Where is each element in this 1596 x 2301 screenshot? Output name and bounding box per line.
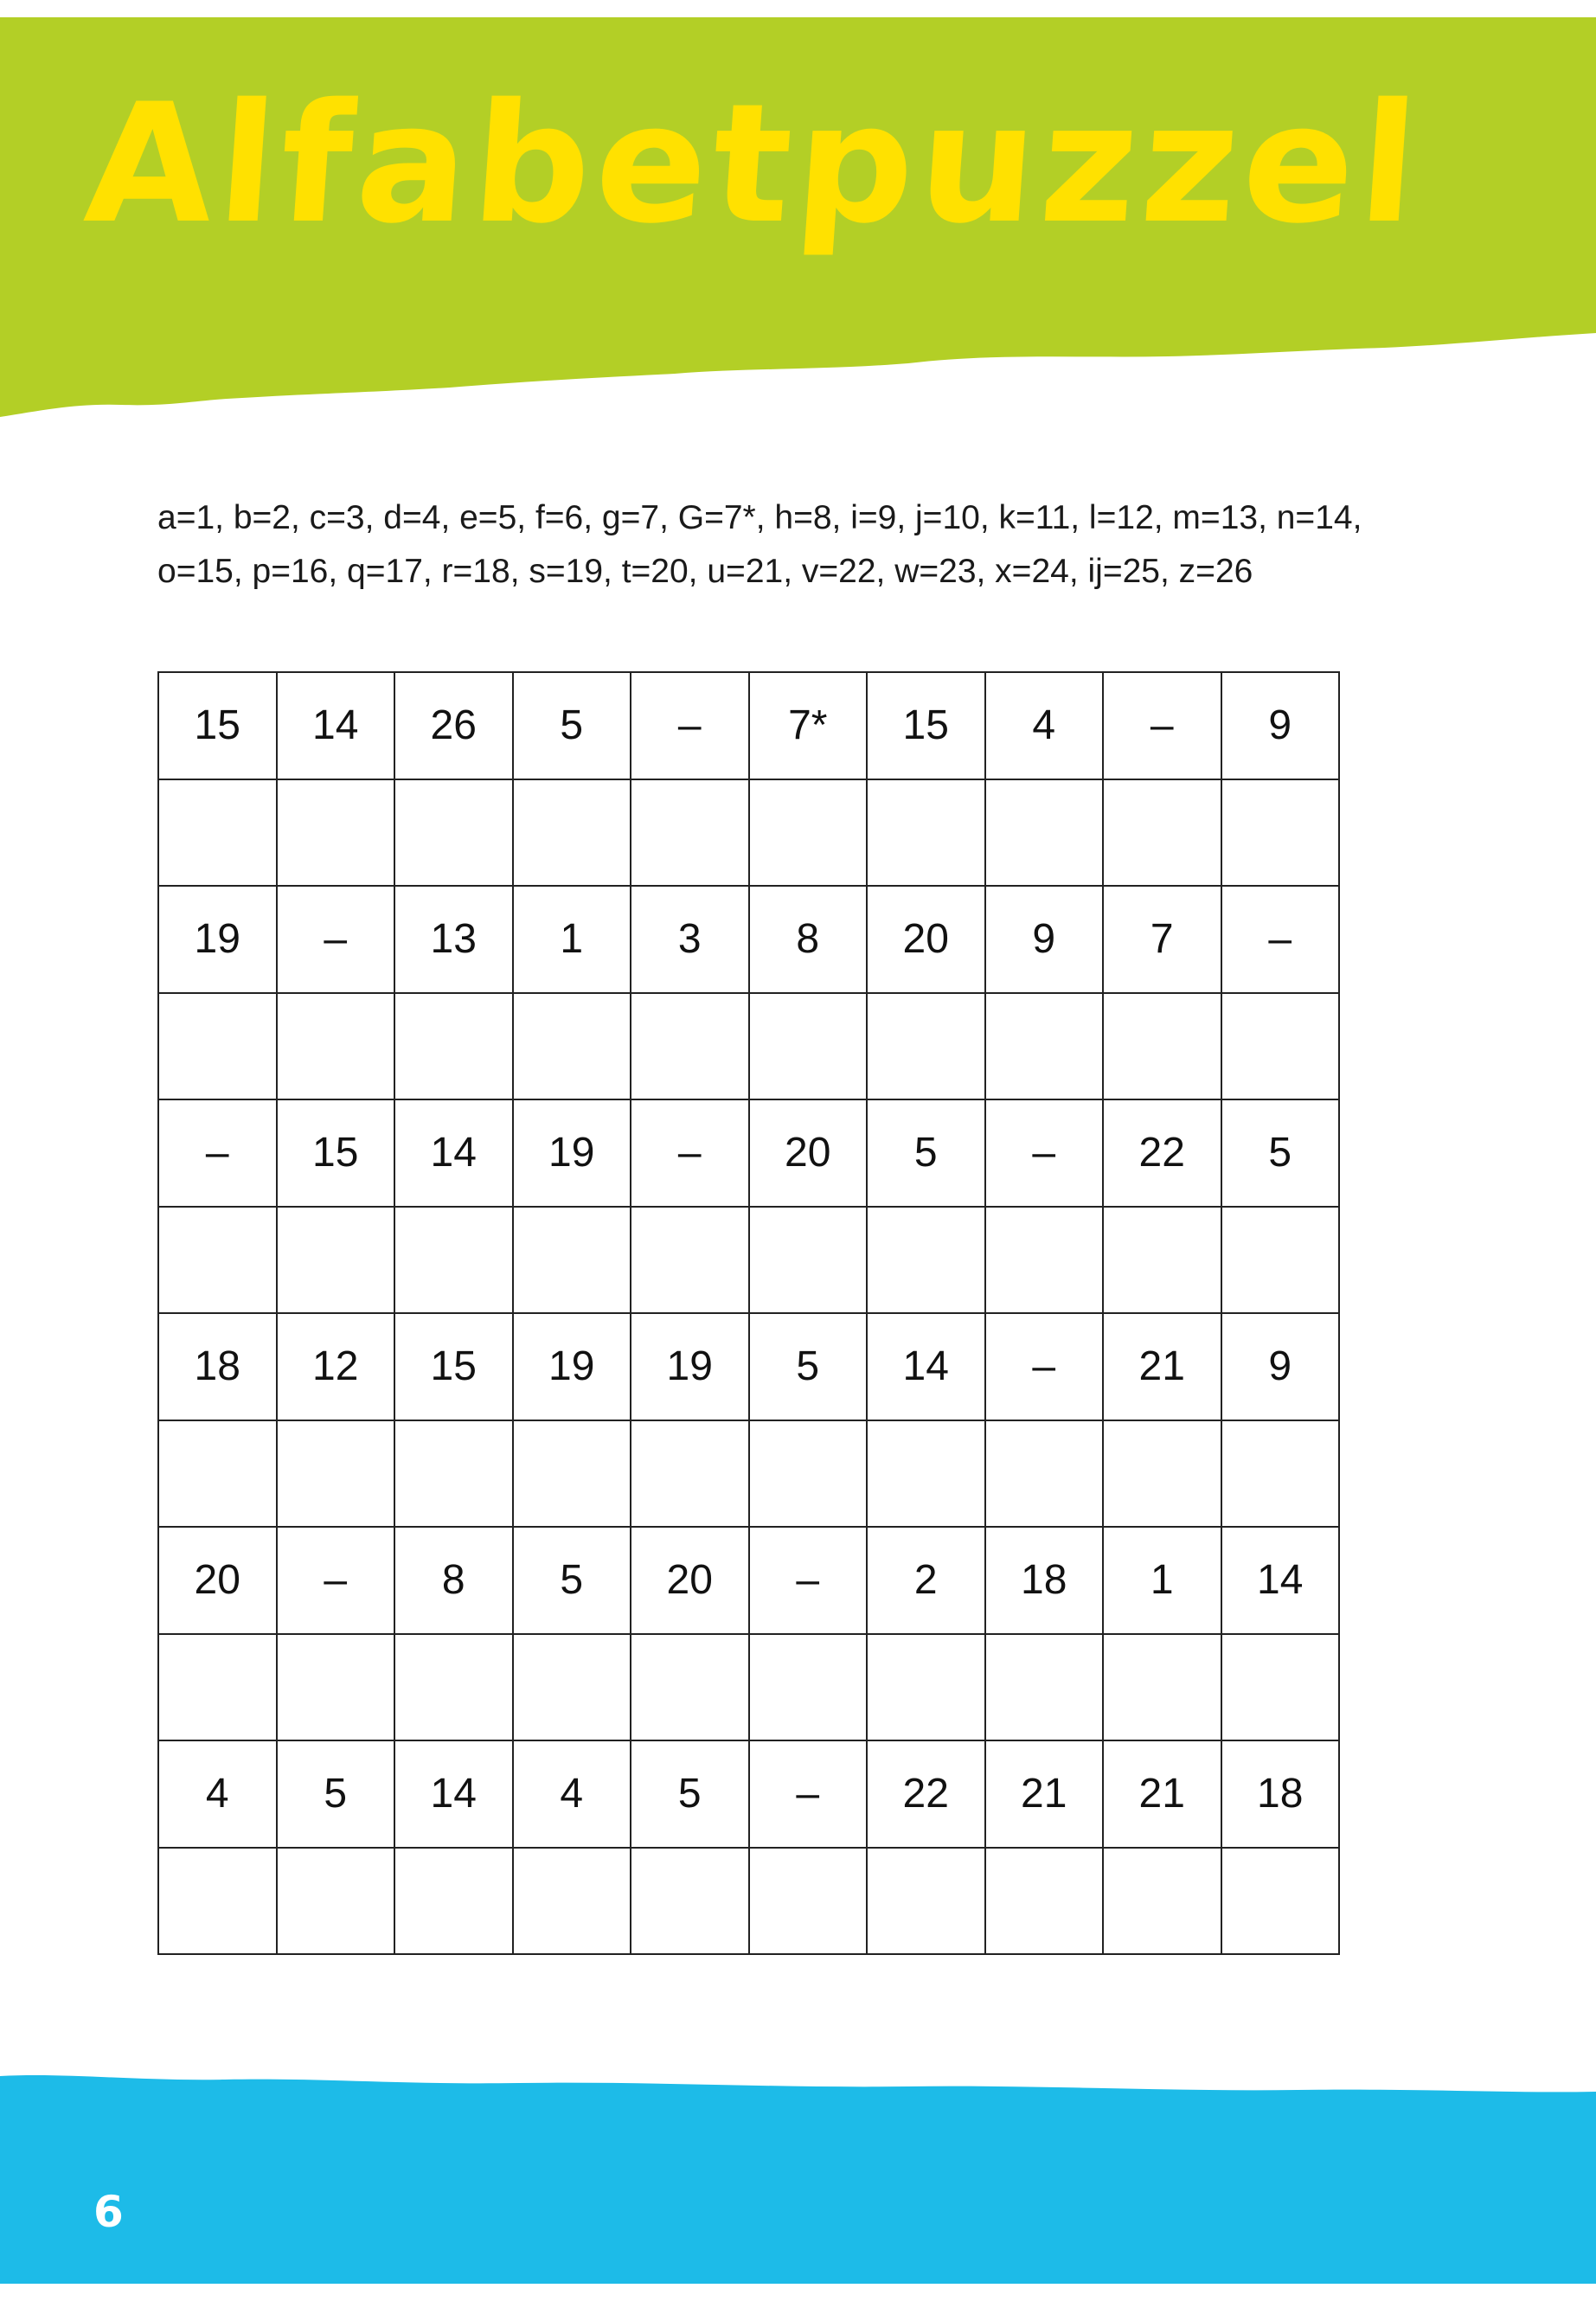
answer-cell[interactable] <box>749 993 868 1100</box>
answer-cell[interactable] <box>394 1848 513 1955</box>
answer-row <box>158 1848 1339 1955</box>
page-number: 6 <box>93 2187 124 2237</box>
clue-cell: 19 <box>158 886 277 993</box>
legend-line-1: a=1, b=2, c=3, d=4, e=5, f=6, g=7, G=7*, h=8, i=9, j=10, k=11, l=12, m=13, n=14, <box>157 499 1362 536</box>
clue-cell: 14 <box>394 1099 513 1207</box>
clue-cell: 13 <box>394 886 513 993</box>
answer-cell[interactable] <box>277 779 395 887</box>
answer-cell[interactable] <box>277 1848 395 1955</box>
clue-cell: 20 <box>158 1527 277 1634</box>
answer-cell[interactable] <box>985 1634 1104 1741</box>
clue-cell: 19 <box>631 1313 749 1420</box>
clue-cell: 19 <box>513 1313 631 1420</box>
alphabet-legend <box>157 491 1507 599</box>
answer-cell[interactable] <box>513 779 631 887</box>
answer-row <box>158 993 1339 1100</box>
answer-cell[interactable] <box>749 779 868 887</box>
clue-row <box>158 1099 1339 1207</box>
clue-cell: 5 <box>867 1099 985 1207</box>
clue-cell: 1 <box>1103 1527 1221 1634</box>
answer-cell[interactable] <box>1221 1848 1340 1955</box>
clue-row <box>158 886 1339 993</box>
clue-cell: 14 <box>1221 1527 1340 1634</box>
clue-cell: 8 <box>394 1527 513 1634</box>
answer-cell[interactable] <box>867 779 985 887</box>
clue-cell: 5 <box>277 1740 395 1848</box>
answer-cell[interactable] <box>985 1848 1104 1955</box>
clue-cell: 20 <box>631 1527 749 1634</box>
clue-cell: 5 <box>631 1740 749 1848</box>
footer-blue-shape <box>0 2075 1596 2284</box>
answer-row <box>158 1207 1339 1314</box>
clue-cell: – <box>631 1099 749 1207</box>
clue-cell: 5 <box>749 1313 868 1420</box>
clue-cell: – <box>277 1527 395 1634</box>
clue-cell: – <box>749 1527 868 1634</box>
clue-cell: 22 <box>867 1740 985 1848</box>
page-title: Alfabetpuzzel <box>80 68 1428 260</box>
clue-cell: 8 <box>749 886 868 993</box>
answer-cell[interactable] <box>513 1634 631 1741</box>
clue-cell: 9 <box>1221 672 1340 779</box>
clue-cell: 5 <box>1221 1099 1340 1207</box>
clue-cell: 18 <box>158 1313 277 1420</box>
clue-cell: 19 <box>513 1099 631 1207</box>
clue-cell: – <box>749 1740 868 1848</box>
answer-cell[interactable] <box>394 1207 513 1314</box>
answer-cell[interactable] <box>277 993 395 1100</box>
clue-cell: – <box>985 1099 1104 1207</box>
clue-cell: 14 <box>277 672 395 779</box>
answer-row <box>158 779 1339 887</box>
answer-cell[interactable] <box>394 1420 513 1528</box>
clue-row <box>158 1740 1339 1848</box>
puzzle-grid <box>157 671 1340 1955</box>
answer-row <box>158 1634 1339 1741</box>
answer-cell[interactable] <box>277 1420 395 1528</box>
answer-cell[interactable] <box>631 1420 749 1528</box>
answer-cell[interactable] <box>158 1207 277 1314</box>
clue-cell: – <box>631 672 749 779</box>
clue-cell: 20 <box>867 886 985 993</box>
clue-cell: 1 <box>513 886 631 993</box>
answer-cell[interactable] <box>158 1848 277 1955</box>
answer-row <box>158 1420 1339 1528</box>
footer-band <box>0 2059 1596 2301</box>
answer-cell[interactable] <box>394 993 513 1100</box>
clue-cell: 26 <box>394 672 513 779</box>
clue-cell: 21 <box>985 1740 1104 1848</box>
answer-cell[interactable] <box>749 1207 868 1314</box>
answer-cell[interactable] <box>1221 993 1340 1100</box>
clue-cell: 5 <box>513 1527 631 1634</box>
clue-cell: 14 <box>867 1313 985 1420</box>
clue-row <box>158 672 1339 779</box>
answer-cell[interactable] <box>513 1848 631 1955</box>
clue-cell: – <box>985 1313 1104 1420</box>
answer-cell[interactable] <box>631 1207 749 1314</box>
answer-cell[interactable] <box>867 993 985 1100</box>
answer-cell[interactable] <box>1221 1420 1340 1528</box>
answer-cell[interactable] <box>513 1207 631 1314</box>
answer-cell[interactable] <box>867 1207 985 1314</box>
clue-cell: 5 <box>513 672 631 779</box>
answer-cell[interactable] <box>867 1848 985 1955</box>
answer-cell[interactable] <box>394 1634 513 1741</box>
answer-cell[interactable] <box>513 1420 631 1528</box>
answer-cell[interactable] <box>631 779 749 887</box>
clue-row <box>158 1313 1339 1420</box>
answer-cell[interactable] <box>513 993 631 1100</box>
clue-cell: 22 <box>1103 1099 1221 1207</box>
clue-cell: 20 <box>749 1099 868 1207</box>
clue-cell: 15 <box>158 672 277 779</box>
clue-cell: 21 <box>1103 1313 1221 1420</box>
clue-cell: 7 <box>1103 886 1221 993</box>
answer-cell[interactable] <box>1103 1634 1221 1741</box>
clue-cell: – <box>277 886 395 993</box>
answer-cell[interactable] <box>1221 1207 1340 1314</box>
clue-cell: – <box>1221 886 1340 993</box>
answer-cell[interactable] <box>867 1420 985 1528</box>
answer-cell[interactable] <box>1103 1420 1221 1528</box>
answer-cell[interactable] <box>1103 779 1221 887</box>
answer-cell[interactable] <box>158 1420 277 1528</box>
answer-cell[interactable] <box>1221 1634 1340 1741</box>
clue-row <box>158 1527 1339 1634</box>
answer-cell[interactable] <box>867 1634 985 1741</box>
answer-cell[interactable] <box>158 993 277 1100</box>
clue-cell: 18 <box>1221 1740 1340 1848</box>
answer-cell[interactable] <box>158 1634 277 1741</box>
answer-cell[interactable] <box>1103 993 1221 1100</box>
clue-cell: 21 <box>1103 1740 1221 1848</box>
clue-cell: – <box>1103 672 1221 779</box>
clue-cell: 15 <box>277 1099 395 1207</box>
clue-cell: 2 <box>867 1527 985 1634</box>
answer-cell[interactable] <box>631 1848 749 1955</box>
clue-cell: 7* <box>749 672 868 779</box>
clue-cell: – <box>158 1099 277 1207</box>
answer-cell[interactable] <box>1103 1848 1221 1955</box>
clue-cell: 15 <box>394 1313 513 1420</box>
answer-cell[interactable] <box>985 779 1104 887</box>
answer-cell[interactable] <box>631 1634 749 1741</box>
answer-cell[interactable] <box>394 779 513 887</box>
answer-cell[interactable] <box>749 1420 868 1528</box>
answer-cell[interactable] <box>749 1634 868 1741</box>
clue-cell: 9 <box>1221 1313 1340 1420</box>
answer-cell[interactable] <box>158 779 277 887</box>
answer-cell[interactable] <box>1221 779 1340 887</box>
answer-cell[interactable] <box>1103 1207 1221 1314</box>
answer-cell[interactable] <box>985 1420 1104 1528</box>
clue-cell: 3 <box>631 886 749 993</box>
answer-cell[interactable] <box>985 1207 1104 1314</box>
clue-cell: 4 <box>985 672 1104 779</box>
clue-cell: 15 <box>867 672 985 779</box>
clue-cell: 4 <box>158 1740 277 1848</box>
clue-cell: 12 <box>277 1313 395 1420</box>
answer-cell[interactable] <box>277 1634 395 1741</box>
answer-cell[interactable] <box>631 993 749 1100</box>
legend-line-2: o=15, p=16, q=17, r=18, s=19, t=20, u=21, v=22, w=23, x=24, ij=25, z=26 <box>157 553 1253 590</box>
clue-cell: 18 <box>985 1527 1104 1634</box>
clue-cell: 9 <box>985 886 1104 993</box>
answer-cell[interactable] <box>985 993 1104 1100</box>
answer-cell[interactable] <box>277 1207 395 1314</box>
clue-cell: 14 <box>394 1740 513 1848</box>
answer-cell[interactable] <box>749 1848 868 1955</box>
clue-cell: 4 <box>513 1740 631 1848</box>
